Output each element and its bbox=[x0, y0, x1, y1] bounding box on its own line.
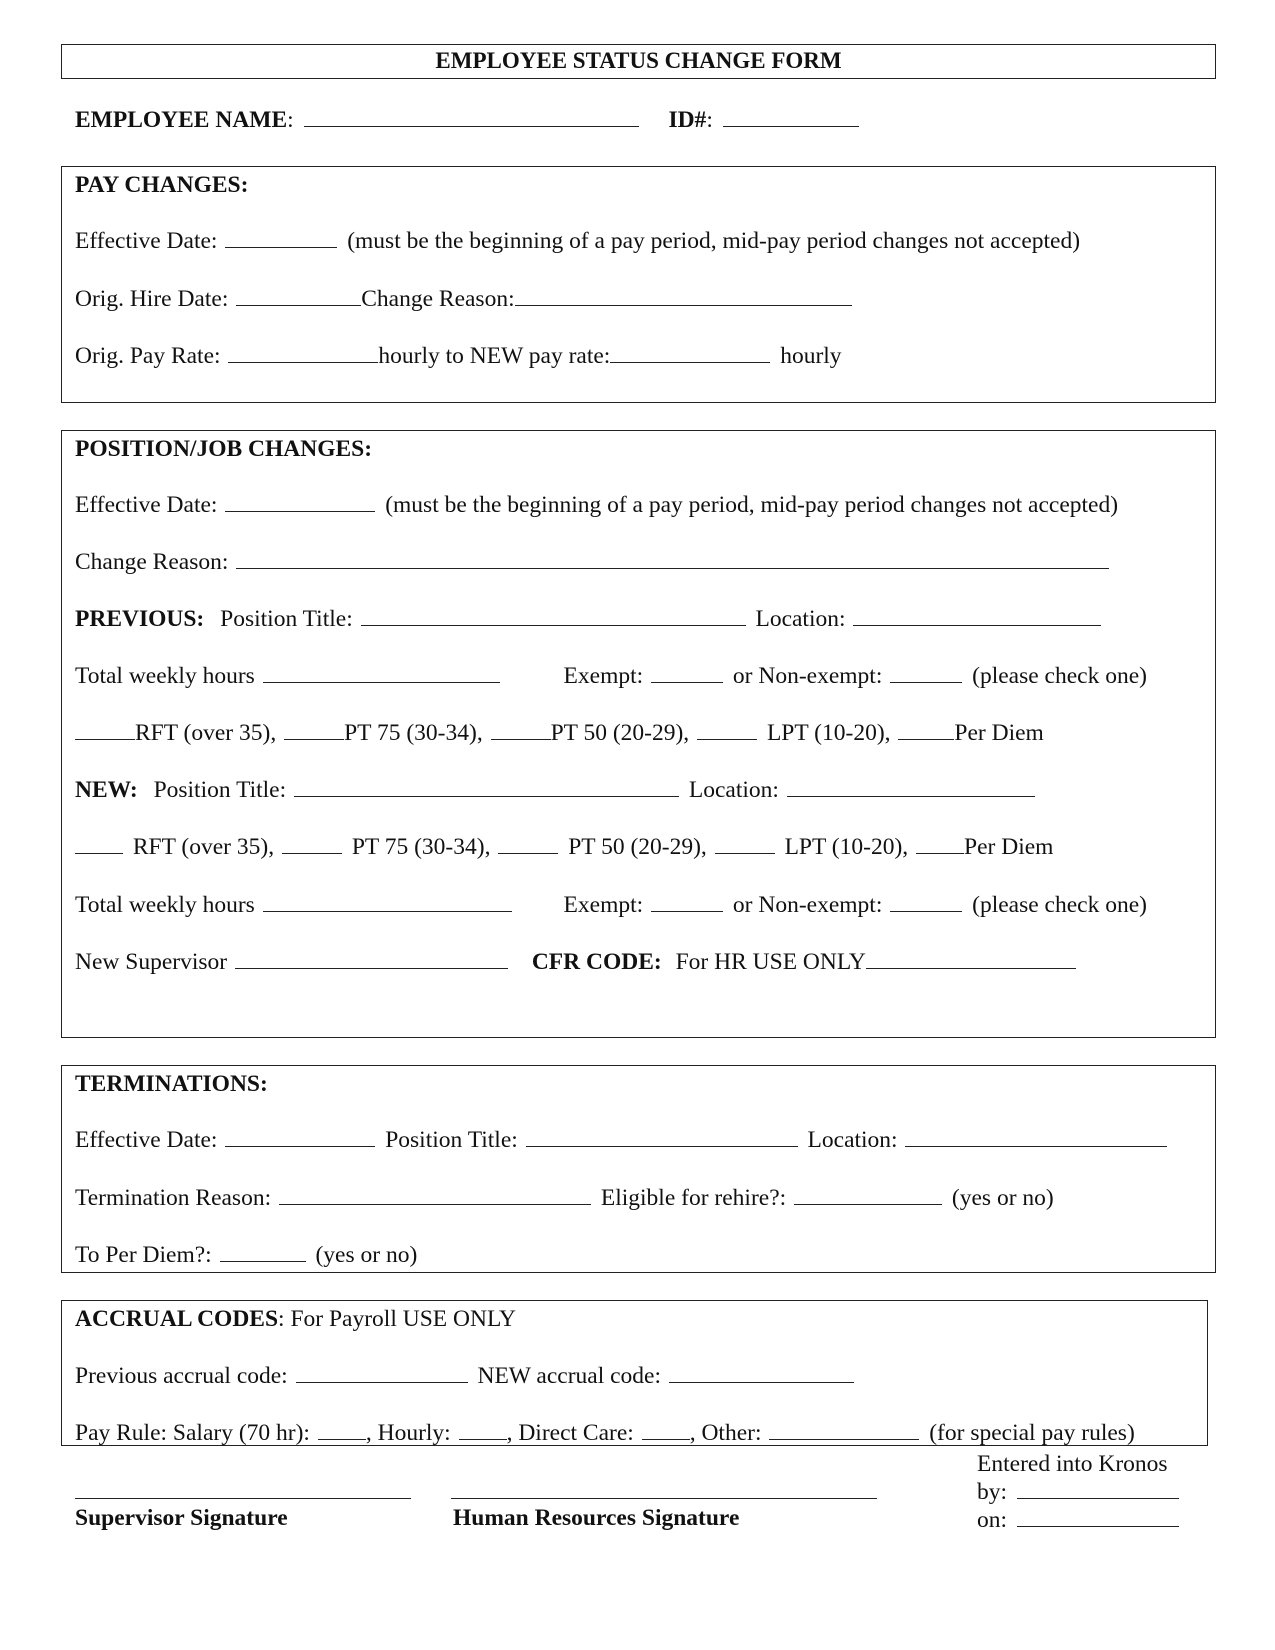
pay-effective-date-label: Effective Date: bbox=[75, 228, 218, 254]
termination-effective-date-label: Effective Date: bbox=[75, 1127, 218, 1153]
pay-rule-other-label: , Other: bbox=[689, 1420, 762, 1446]
new-location-label: Location: bbox=[688, 777, 779, 803]
previous-total-weekly-hours-label: Total weekly hours bbox=[75, 663, 255, 689]
kronos-on-label: on: bbox=[977, 1507, 1008, 1533]
position-change-reason-row bbox=[75, 549, 1109, 576]
termination-effective-date-field[interactable] bbox=[225, 1128, 375, 1147]
to-per-diem-label: To Per Diem?: bbox=[75, 1242, 212, 1268]
pay-effective-date-field[interactable] bbox=[225, 229, 337, 248]
new-label: NEW: bbox=[75, 777, 138, 803]
new-lpt-field[interactable] bbox=[715, 835, 775, 854]
kronos-on-row bbox=[977, 1507, 1179, 1534]
previous-hours-row bbox=[75, 663, 1147, 690]
accrual-codes-heading: ACCRUAL CODES bbox=[75, 1306, 279, 1332]
new-pt75-field[interactable] bbox=[282, 835, 342, 854]
new-pt75-option: PT 75 (30-34), bbox=[351, 834, 491, 860]
supervisor-signature-line[interactable] bbox=[75, 1498, 411, 1499]
accrual-code-row bbox=[75, 1363, 854, 1390]
previous-pt75-option: PT 75 (30-34), bbox=[344, 720, 483, 746]
employee-id-colon: : bbox=[706, 107, 713, 133]
previous-lpt-field[interactable] bbox=[697, 721, 757, 740]
previous-rft-option: RFT (over 35), bbox=[135, 720, 277, 746]
accrual-heading-row bbox=[75, 1306, 516, 1333]
new-pt50-field[interactable] bbox=[498, 835, 558, 854]
termination-location-field[interactable] bbox=[905, 1128, 1167, 1147]
new-hours-row bbox=[75, 892, 1147, 919]
hourly-to-new-label: hourly to NEW pay rate: bbox=[378, 343, 611, 369]
previous-please-check-one: (please check one) bbox=[972, 663, 1147, 689]
orig-pay-rate-field[interactable] bbox=[228, 344, 378, 363]
previous-exempt-field[interactable] bbox=[651, 664, 723, 683]
kronos-by-label: by: bbox=[977, 1479, 1008, 1505]
previous-position-title-field[interactable] bbox=[361, 607, 746, 626]
to-per-diem-row bbox=[75, 1242, 417, 1269]
new-total-weekly-hours-label: Total weekly hours bbox=[75, 892, 255, 918]
previous-lpt-option: LPT (10-20), bbox=[766, 720, 891, 746]
previous-non-exempt-field[interactable] bbox=[890, 664, 962, 683]
orig-hire-date-label: Orig. Hire Date: bbox=[75, 286, 229, 312]
new-per-diem-option: Per Diem bbox=[964, 834, 1054, 860]
pay-change-reason-label: Change Reason: bbox=[361, 286, 515, 312]
employee-header-row bbox=[75, 107, 859, 134]
supervisor-signature-label: Supervisor Signature bbox=[75, 1505, 288, 1531]
new-rft-field[interactable] bbox=[75, 835, 123, 854]
termination-reason-row bbox=[75, 1185, 1054, 1212]
termination-location-label: Location: bbox=[807, 1127, 898, 1153]
cfr-code-label: CFR CODE: bbox=[531, 949, 662, 975]
previous-position-row bbox=[75, 606, 1101, 633]
position-change-reason-field[interactable] bbox=[236, 550, 1109, 569]
previous-pt50-option: PT 50 (20-29), bbox=[550, 720, 690, 746]
terminations-heading: TERMINATIONS: bbox=[75, 1071, 268, 1097]
new-exempt-field[interactable] bbox=[651, 893, 723, 912]
pay-rule-other-field[interactable] bbox=[769, 1421, 919, 1440]
new-exempt-label: Exempt: bbox=[563, 892, 644, 918]
employee-id-field[interactable] bbox=[723, 108, 859, 127]
orig-hire-date-field[interactable] bbox=[236, 287, 361, 306]
pay-effective-date-note: (must be the beginning of a pay period, mid-pay period changes not accepted) bbox=[347, 228, 1081, 254]
termination-position-title-field[interactable] bbox=[526, 1128, 798, 1147]
new-pay-rate-field[interactable] bbox=[610, 344, 770, 363]
position-effective-date-note: (must be the beginning of a pay period, mid-pay period changes not accepted) bbox=[385, 492, 1119, 518]
pay-hire-date-row bbox=[75, 286, 852, 313]
new-accrual-code-field[interactable] bbox=[669, 1364, 854, 1383]
new-position-title-label: Position Title: bbox=[153, 777, 287, 803]
new-location-field[interactable] bbox=[787, 778, 1035, 797]
eligible-rehire-yes-or-no: (yes or no) bbox=[951, 1185, 1054, 1211]
hr-signature-line[interactable] bbox=[451, 1498, 877, 1499]
previous-status-options-row bbox=[75, 720, 1044, 747]
previous-label: PREVIOUS: bbox=[75, 606, 205, 632]
orig-pay-rate-label: Orig. Pay Rate: bbox=[75, 343, 221, 369]
previous-accrual-code-field[interactable] bbox=[296, 1364, 468, 1383]
employee-name-field[interactable] bbox=[304, 108, 639, 127]
position-change-reason-label: Change Reason: bbox=[75, 549, 229, 575]
position-effective-date-row bbox=[75, 492, 1118, 519]
to-per-diem-yes-or-no: (yes or no) bbox=[315, 1242, 418, 1268]
new-status-options-row bbox=[75, 834, 1053, 861]
pay-rule-hourly-field[interactable] bbox=[459, 1421, 507, 1440]
new-non-exempt-label: or Non-exempt: bbox=[732, 892, 883, 918]
previous-non-exempt-label: or Non-exempt: bbox=[732, 663, 883, 689]
termination-reason-field[interactable] bbox=[279, 1186, 591, 1205]
employee-name-label: EMPLOYEE NAME bbox=[75, 107, 288, 133]
previous-accrual-code-label: Previous accrual code: bbox=[75, 1363, 288, 1389]
special-pay-rules-note: (for special pay rules) bbox=[929, 1420, 1135, 1446]
position-effective-date-label: Effective Date: bbox=[75, 492, 218, 518]
supervisor-cfr-row bbox=[75, 949, 1076, 976]
new-rft-option: RFT (over 35), bbox=[132, 834, 275, 860]
termination-date-row bbox=[75, 1127, 1167, 1154]
previous-pt50-field[interactable] bbox=[491, 721, 551, 740]
pay-rule-direct-care-field[interactable] bbox=[642, 1421, 690, 1440]
kronos-by-field[interactable] bbox=[1017, 1480, 1179, 1499]
pay-changes-heading: PAY CHANGES: bbox=[75, 172, 249, 198]
position-changes-heading: POSITION/JOB CHANGES: bbox=[75, 436, 373, 462]
pay-rule-row bbox=[75, 1420, 1135, 1447]
new-position-title-field[interactable] bbox=[294, 778, 679, 797]
previous-total-weekly-hours-field[interactable] bbox=[263, 664, 500, 683]
previous-location-label: Location: bbox=[755, 606, 846, 632]
new-per-diem-field[interactable] bbox=[916, 835, 964, 854]
kronos-entered-label: Entered into Kronos bbox=[977, 1451, 1168, 1477]
new-lpt-option: LPT (10-20), bbox=[784, 834, 909, 860]
cfr-code-field[interactable] bbox=[866, 950, 1076, 969]
new-total-weekly-hours-field[interactable] bbox=[263, 893, 512, 912]
previous-pt75-field[interactable] bbox=[284, 721, 344, 740]
kronos-by-row bbox=[977, 1479, 1179, 1506]
pay-change-reason-field[interactable] bbox=[515, 287, 852, 306]
cfr-hr-use-only: For HR USE ONLY bbox=[675, 949, 866, 975]
previous-per-diem-field[interactable] bbox=[898, 721, 954, 740]
termination-position-title-label: Position Title: bbox=[385, 1127, 518, 1153]
previous-exempt-label: Exempt: bbox=[563, 663, 644, 689]
new-position-row bbox=[75, 777, 1035, 804]
employee-id-label: ID# bbox=[668, 107, 707, 133]
pay-rate-row bbox=[75, 343, 842, 370]
employee-name-colon: : bbox=[287, 107, 294, 133]
kronos-on-field[interactable] bbox=[1017, 1508, 1179, 1527]
pay-rule-hourly-label: , Hourly: bbox=[365, 1420, 451, 1446]
hourly-label: hourly bbox=[780, 343, 842, 369]
eligible-rehire-field[interactable] bbox=[794, 1186, 942, 1205]
previous-position-title-label: Position Title: bbox=[220, 606, 353, 632]
previous-location-field[interactable] bbox=[853, 607, 1101, 626]
to-per-diem-field[interactable] bbox=[220, 1243, 306, 1262]
pay-effective-date-row bbox=[75, 228, 1080, 255]
hr-signature-label: Human Resources Signature bbox=[453, 1505, 740, 1531]
new-pt50-option: PT 50 (20-29), bbox=[568, 834, 707, 860]
form-title: EMPLOYEE STATUS CHANGE FORM bbox=[435, 48, 842, 73]
previous-rft-field[interactable] bbox=[75, 721, 135, 740]
new-supervisor-field[interactable] bbox=[235, 950, 508, 969]
pay-rule-salary-field[interactable] bbox=[318, 1421, 366, 1440]
new-non-exempt-field[interactable] bbox=[890, 893, 962, 912]
pay-rule-salary-label: Pay Rule: Salary (70 hr): bbox=[75, 1420, 310, 1446]
position-effective-date-field[interactable] bbox=[225, 493, 375, 512]
termination-reason-label: Termination Reason: bbox=[75, 1185, 272, 1211]
previous-per-diem-option: Per Diem bbox=[954, 720, 1044, 746]
accrual-payroll-use-only: : For Payroll USE ONLY bbox=[278, 1306, 516, 1332]
new-accrual-code-label: NEW accrual code: bbox=[477, 1363, 662, 1389]
new-please-check-one: (please check one) bbox=[972, 892, 1147, 918]
new-supervisor-label: New Supervisor bbox=[75, 949, 228, 975]
pay-rule-direct-care-label: , Direct Care: bbox=[506, 1420, 634, 1446]
eligible-rehire-label: Eligible for rehire?: bbox=[600, 1185, 787, 1211]
